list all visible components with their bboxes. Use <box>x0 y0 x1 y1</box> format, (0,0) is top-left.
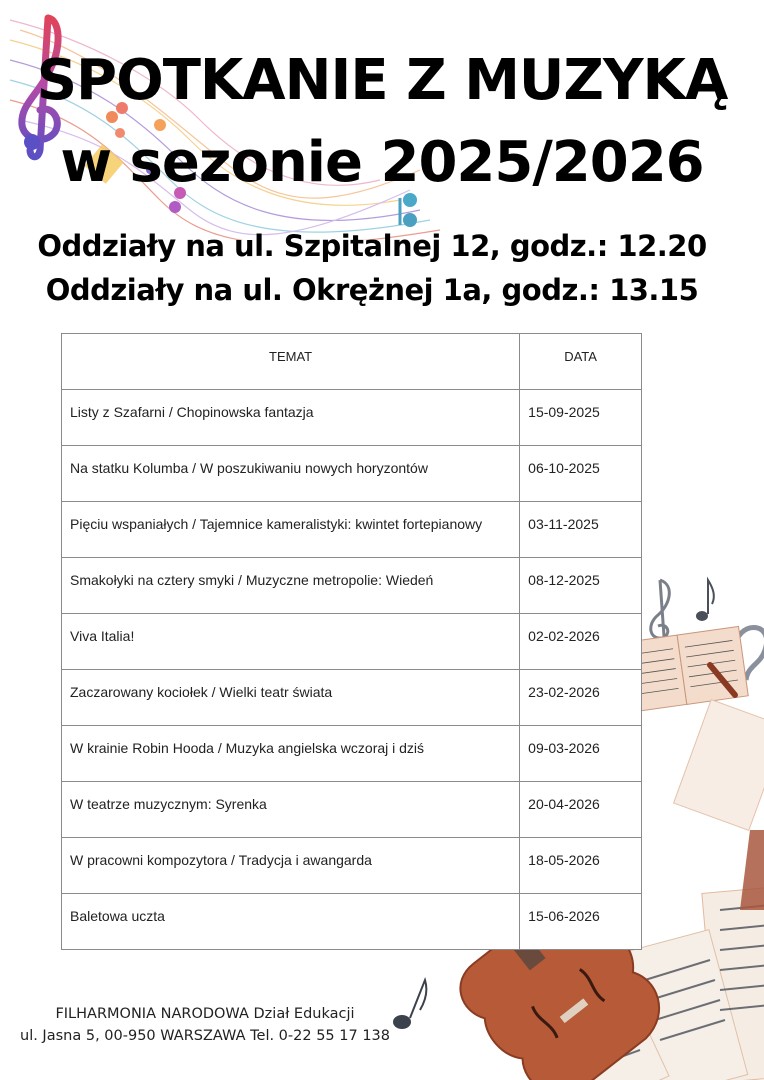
topic-cell: Na statku Kolumba / W poszukiwaniu nowych horyzontów <box>62 446 520 502</box>
topic-cell: W teatrze muzycznym: Syrenka <box>62 782 520 838</box>
topic-cell: Smakołyki na cztery smyki / Muzyczne metropolie: Wiedeń <box>62 558 520 614</box>
date-cell: 15-06-2026 <box>520 894 642 950</box>
location-time-line2: Oddziały na ul. Okrężnej 1a, godz.: 13.15 <box>45 273 699 307</box>
location-time-line1: Oddziały na ul. Szpitalnej 12, godz.: 12.20 <box>37 229 707 263</box>
music-staff-decoration-icon <box>0 0 440 240</box>
schedule-table <box>61 333 642 950</box>
topic-cell: Pięciu wspaniałych / Tajemnice kameralistyki: kwintet fortepianowy <box>62 502 520 558</box>
topic-cell: Viva Italia! <box>62 614 520 670</box>
topic-cell: Zaczarowany kociołek / Wielki teatr świata <box>62 670 520 726</box>
topic-cell: W pracowni kompozytora / Tradycja i awangarda <box>62 838 520 894</box>
table-row <box>62 558 642 614</box>
table-row <box>62 838 642 894</box>
topic-cell: Listy z Szafarni / Chopinowska fantazja <box>62 390 520 446</box>
date-cell: 20-04-2026 <box>520 782 642 838</box>
date-cell: 15-09-2025 <box>520 390 642 446</box>
date-cell: 23-02-2026 <box>520 670 642 726</box>
table-row <box>62 726 642 782</box>
date-cell: 08-12-2025 <box>520 558 642 614</box>
table-row <box>62 390 642 446</box>
table-row <box>62 446 642 502</box>
footer-address: ul. Jasna 5, 00-950 WARSZAWA Tel. 0-22 55 17 138 <box>20 1028 390 1044</box>
column-header-date: DATA <box>520 334 642 390</box>
date-cell: 18-05-2026 <box>520 838 642 894</box>
table-row <box>62 670 642 726</box>
table-row <box>62 782 642 838</box>
date-cell: 03-11-2025 <box>520 502 642 558</box>
column-header-topic: TEMAT <box>62 334 520 390</box>
table-row <box>62 502 642 558</box>
topic-cell: W krainie Robin Hooda / Muzyka angielska wczoraj i dziś <box>62 726 520 782</box>
table-row <box>62 614 642 670</box>
date-cell: 02-02-2026 <box>520 614 642 670</box>
date-cell: 09-03-2026 <box>520 726 642 782</box>
date-cell: 06-10-2025 <box>520 446 642 502</box>
page-title-line2: w sezonie 2025/2026 <box>60 130 704 195</box>
page-title-line1: SPOTKANIE Z MUZYKĄ <box>36 48 728 113</box>
table-header-row <box>62 334 642 390</box>
table-row <box>62 894 642 950</box>
footer-organization: FILHARMONIA NARODOWA Dział Edukacji <box>55 1006 355 1022</box>
topic-cell: Baletowa uczta <box>62 894 520 950</box>
